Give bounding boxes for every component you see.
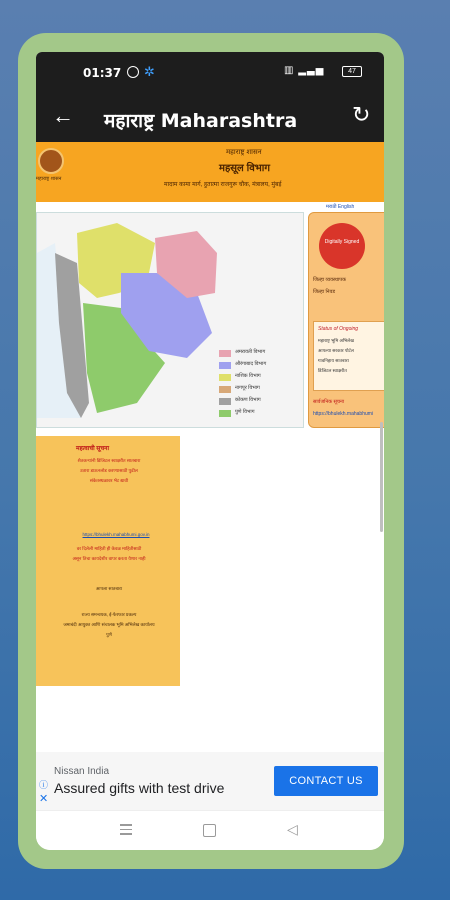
notice-line: असून तिचा कायदेशीर वापर करता येणार नाही (72, 556, 146, 561)
ongoing-status-line: आपल्या सरकार पोर्टल (318, 348, 354, 353)
ongoing-status-line: महाराष्ट्र भूमि अभिलेख (318, 338, 354, 343)
refresh-icon[interactable]: ↻ (352, 102, 371, 127)
notice-line: संकेतस्थळावर भेट द्यावी (89, 478, 129, 483)
contact-line: जमाबंदी आयुक्त आणि संचालक भूमि अभिलेख कार्यालय (63, 622, 155, 627)
legend-label: नाशिक विभाग (235, 373, 261, 379)
seal-text: Digitally Signed (324, 239, 360, 245)
settings-notification-icon: ✲ (144, 64, 155, 79)
notice-column (36, 436, 180, 686)
legend-label: पुणे विभाग (235, 409, 255, 415)
contact-us-button[interactable]: CONTACT US (274, 766, 378, 796)
status-time: 01:37 (83, 66, 122, 80)
notice-link[interactable]: https://bhulekh.mahabhumi.gov.in (82, 532, 150, 537)
scrollbar[interactable] (380, 422, 383, 532)
header-line-1: महाराष्ट्र शासन (226, 149, 262, 156)
contact-line: राज्य समन्वयक, ई-फेरफार प्रकल्प (81, 612, 137, 617)
ad-headline[interactable]: Assured gifts with test drive (54, 780, 225, 796)
public-notice-label: सार्वजनिक सूचना (313, 399, 345, 405)
legend-label: कोकण विभाग (235, 397, 261, 403)
government-emblem-icon (38, 148, 64, 174)
back-arrow-icon[interactable]: ← (52, 103, 74, 128)
legend-swatch (219, 398, 231, 405)
legend-label: नागपूर विभाग (235, 385, 260, 391)
side-panel-line: जिल्हा व्यवस्थापक (313, 277, 346, 283)
legend-label: औरंगाबाद विभाग (235, 361, 267, 367)
signal-icon: ▥ ▂▃▅ (284, 65, 325, 76)
language-links[interactable]: मराठी English (326, 204, 355, 210)
legend-label: अमरावती विभाग (235, 349, 266, 355)
home-icon[interactable] (203, 824, 216, 837)
app-bar (36, 94, 384, 142)
notice-line: वर दिलेली माहिती ही केवळ माहितीसाठी (76, 546, 142, 551)
notice-line: उतारा डाऊनलोड करण्यासाठी पुढील (80, 468, 138, 473)
page-title: महाराष्ट्र Maharashtra (104, 110, 298, 132)
whatsapp-icon (127, 66, 139, 78)
notice-title: महत्वाची सूचना (76, 446, 110, 452)
legend-swatch (219, 362, 231, 369)
header-line-2: महसूल विभाग (219, 163, 271, 174)
phone-screen (36, 52, 384, 850)
maharashtra-map-panel[interactable] (36, 212, 304, 428)
contact-line: पुणे (106, 632, 112, 637)
document-header (36, 142, 384, 202)
side-panel-line: जिल्हा निवड (313, 289, 336, 295)
recent-apps-icon[interactable] (120, 824, 132, 838)
ongoing-status-title: Status of Ongoing (318, 326, 359, 332)
maharashtra-map[interactable] (37, 213, 217, 427)
notice-line: शेतकऱ्यांनी डिजिटल स्वाक्षरीत सातबारा (77, 458, 141, 463)
web-content[interactable] (36, 142, 384, 752)
emblem-caption: महाराष्ट्र शासन (36, 176, 62, 182)
nav-back-icon[interactable]: ◁ (287, 821, 298, 837)
ongoing-status-line: डिजिटल स्वाक्षरीत (318, 368, 347, 373)
legend-swatch (219, 410, 231, 417)
ongoing-status-line: गावनिहाय सातबारा (318, 358, 349, 363)
legend-swatch (219, 350, 231, 357)
ongoing-status-box (313, 321, 384, 391)
legend-swatch (219, 386, 231, 393)
header-line-3: मादाम कामा मार्ग, हुतात्मा राजगुरू चौक, मंत्रालय, मुंबई (164, 182, 282, 188)
public-notice-link[interactable]: https://bhulekh.mahabhumi (313, 411, 374, 417)
notice-footer: आपला सातबारा (95, 586, 123, 591)
status-bar (36, 52, 384, 94)
ad-banner[interactable] (36, 752, 384, 810)
system-nav-bar (36, 810, 384, 850)
ad-info-icon[interactable]: ⓘ (39, 780, 49, 790)
ad-close-icon[interactable]: ✕ (39, 793, 49, 805)
info-side-panel (308, 212, 384, 428)
ad-advertiser: Nissan India (54, 766, 110, 777)
legend-swatch (219, 374, 231, 381)
battery-icon: 47 (342, 66, 362, 77)
digitally-signed-seal-icon (319, 223, 365, 269)
